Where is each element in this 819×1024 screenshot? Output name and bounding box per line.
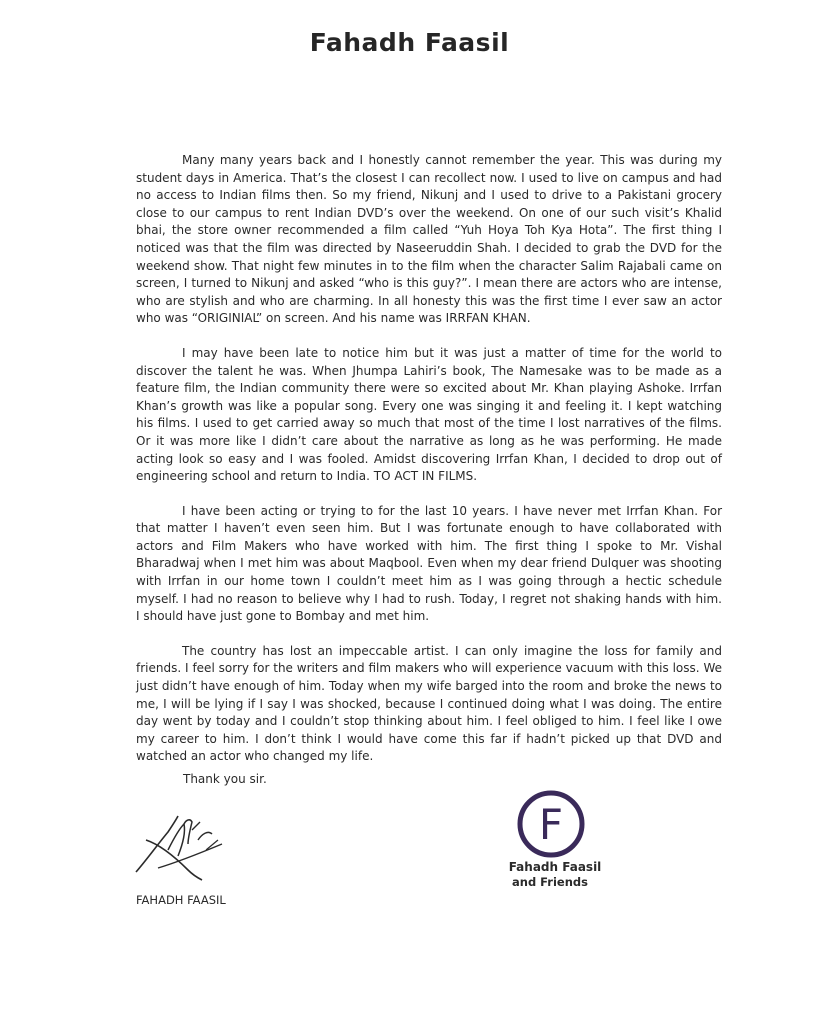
logo-wordmark [500, 860, 610, 890]
closing-line: Thank you sir. [183, 772, 267, 786]
letterhead-title: Fahadh Faasil [309, 28, 510, 57]
letter-body [136, 152, 722, 783]
signatory-name: FAHADH FAASIL [136, 893, 226, 907]
logo-line-2: and Friends [512, 875, 588, 889]
paragraph-1: Many many years back and I honestly cannot remember the year. This was during my student days in America. That’s the closest I can recollect now. I used to live on campus and had no access to Indian films then. So my friend, Nikunj and I used to drive to a Pakistani grocery close to our campus to rent Indian DVD’s over the weekend. On one of our such visit’s Khalid bhai, the store owner recommended a film called “Yuh Hoya Toh Kya Hota”. The first thing I noticed was that the film was directed by Naseeruddin Shah. I decided to grab the DVD for the weekend show. That night few minutes in to the film when the character Salim Rajabali came on screen, I turned to Nikunj and asked “who is this guy?”. I mean there are actors who are intense, who are stylish and who are charming. In all honesty this was the first time I ever saw an actor who was “ORIGINIAL” on screen. And his name was IRRFAN KHAN. [136, 153, 722, 326]
logo-letter: F [538, 800, 564, 849]
paragraph-3: I have been acting or trying to for the last 10 years. I have never met Irrfan Khan. For that matter I haven’t even seen him. But I was fortunate enough to have collaborated with actors and Film Makers who have worked with him. The first thing I spoke to Mr. Vishal Bharadwaj when I met him was about Maqbool. Even when my dear friend Dulquer was shooting with Irrfan in our home town I couldn’t meet him as I was going through a hectic schedule myself. I had no reason to believe why I had to rush. Today, I regret not shaking hands with him. I should have just gone to Bombay and met him. [136, 503, 722, 624]
paragraph-4: The country has lost an impeccable artist. I can only imagine the loss for family and friends. I feel sorry for the writers and film makers who will experience vacuum with this loss. We just didn’t have enough of him. Today when my wife barged into the room and broke the news to me, I will be lying if I say I was shocked, because I continued doing what I was doing. The entire day went by today and I couldn’t stop thinking about him. I feel obliged to him. I feel like I owe my career to him. I don’t think I would have come this far if hadn’t picked up that DVD and watched an actor who changed my life. [136, 643, 722, 764]
f-circle-logo-icon [515, 790, 591, 860]
paragraph-2: I may have been late to notice him but it was just a matter of time for the world to discover the talent he was. When Jhumpa Lahiri’s book, The Namesake was to be made as a feature film, the Indian community there were so excited about Mr. Khan playing Ashoke. Irrfan Khan’s growth was like a popular song. Every one was singing it and feeling it. I kept watching his films. I used to get carried away so much that most of the time I lost narratives of the films. Or it was more like I didn’t care about the narrative as long as he was performing. He made acting look so easy and I was fooled. Amidst discovering Irrfan Khan, I decided to drop out of engineering school and return to India. TO ACT IN FILMS. [136, 345, 722, 484]
fahadh-faasil-and-friends-logo [500, 790, 610, 900]
logo-line-1: Fahadh Faasil [508, 860, 602, 874]
handwritten-signature [128, 810, 228, 884]
